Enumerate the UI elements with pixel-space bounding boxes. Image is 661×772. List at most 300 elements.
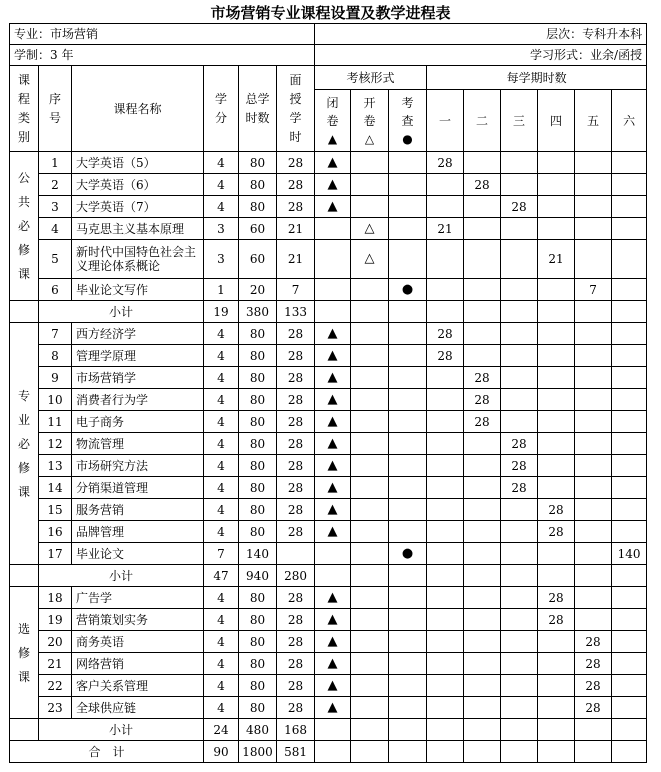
term-5-hours-cell: 28 — [575, 631, 612, 653]
term-1-hours-cell — [427, 389, 464, 411]
empty-cell — [464, 719, 501, 741]
total-hours-cell: 80 — [239, 345, 277, 367]
term-3-hours-cell — [501, 240, 538, 279]
credit-cell: 4 — [204, 174, 239, 196]
seq-cell: 21 — [39, 653, 72, 675]
course-table — [9, 23, 647, 763]
check-mark-cell — [389, 631, 427, 653]
term-6-hours-cell — [612, 675, 647, 697]
total-hours-cell: 80 — [239, 196, 277, 218]
major-cell: 专业：市场营销 — [10, 24, 315, 45]
course-name-cell: 新时代中国特色社会主义理论体系概论 — [72, 240, 204, 279]
subtotal-hours: 380 — [239, 301, 277, 323]
term-4-hours-cell — [538, 455, 575, 477]
seq-cell: 9 — [39, 367, 72, 389]
empty-cell — [575, 301, 612, 323]
table-row — [10, 345, 647, 367]
credit-cell: 4 — [204, 323, 239, 345]
total-hours-cell: 80 — [239, 411, 277, 433]
contact-hours-cell: 28 — [277, 367, 315, 389]
closed-mark-cell: ▲ — [315, 609, 351, 631]
total-hours-cell: 60 — [239, 240, 277, 279]
contact-hours-cell: 21 — [277, 218, 315, 240]
term-1-hours-cell: 28 — [427, 323, 464, 345]
course-name-cell: 大学英语（6） — [72, 174, 204, 196]
open-mark-cell — [351, 389, 389, 411]
term-1-hours-cell — [427, 653, 464, 675]
table-row — [10, 174, 647, 196]
empty-cell — [351, 719, 389, 741]
header-term-4: 四 — [538, 90, 575, 152]
table-row — [10, 631, 647, 653]
open-mark-cell — [351, 697, 389, 719]
term-2-hours-cell — [464, 631, 501, 653]
term-2-hours-cell — [464, 240, 501, 279]
term-4-hours-cell — [538, 631, 575, 653]
term-3-hours-cell: 28 — [501, 477, 538, 499]
term-1-hours-cell — [427, 543, 464, 565]
term-5-hours-cell — [575, 240, 612, 279]
seq-cell: 10 — [39, 389, 72, 411]
term-6-hours-cell — [612, 389, 647, 411]
contact-hours-cell: 28 — [277, 433, 315, 455]
credit-cell: 4 — [204, 631, 239, 653]
closed-mark-cell: ▲ — [315, 367, 351, 389]
check-mark-cell — [389, 587, 427, 609]
open-mark-cell — [351, 174, 389, 196]
term-1-hours-cell — [427, 697, 464, 719]
term-5-hours-cell — [575, 499, 612, 521]
subtotal-row — [10, 719, 647, 741]
subtotal-row — [10, 565, 647, 587]
term-6-hours-cell — [612, 587, 647, 609]
term-2-hours-cell — [464, 218, 501, 240]
header-course-name: 课程名称 — [72, 66, 204, 152]
subtotal-credit: 47 — [204, 565, 239, 587]
empty-cell — [315, 301, 351, 323]
closed-mark-cell — [315, 218, 351, 240]
term-6-hours-cell — [612, 174, 647, 196]
empty-cell — [427, 719, 464, 741]
contact-hours-cell: 28 — [277, 499, 315, 521]
table-row — [10, 433, 647, 455]
subtotal-row — [10, 301, 647, 323]
term-3-hours-cell: 28 — [501, 433, 538, 455]
term-1-hours-cell — [427, 196, 464, 218]
term-4-hours-cell — [538, 411, 575, 433]
empty-cell — [315, 565, 351, 587]
term-5-hours-cell: 7 — [575, 279, 612, 301]
table-row — [10, 279, 647, 301]
contact-hours-cell: 28 — [277, 477, 315, 499]
table-row — [10, 653, 647, 675]
term-2-hours-cell — [464, 653, 501, 675]
term-2-hours-cell — [464, 521, 501, 543]
total-hours-cell: 140 — [239, 543, 277, 565]
term-5-hours-cell — [575, 218, 612, 240]
header-category: 课程类别 — [10, 66, 39, 152]
seq-cell: 3 — [39, 196, 72, 218]
total-contact: 581 — [277, 741, 315, 763]
subtotal-blank-cell — [10, 565, 39, 587]
subtotal-label: 小计 — [39, 301, 204, 323]
subtotal-contact: 280 — [277, 565, 315, 587]
credit-cell: 4 — [204, 609, 239, 631]
empty-cell — [427, 741, 464, 763]
empty-cell — [315, 719, 351, 741]
term-1-hours-cell — [427, 174, 464, 196]
term-5-hours-cell — [575, 345, 612, 367]
header-check: 考查● — [389, 90, 427, 152]
open-mark-cell — [351, 323, 389, 345]
open-mark-cell — [351, 152, 389, 174]
term-1-hours-cell — [427, 240, 464, 279]
term-2-hours-cell — [464, 433, 501, 455]
course-name-cell: 品牌管理 — [72, 521, 204, 543]
credit-cell: 4 — [204, 152, 239, 174]
total-hours-cell: 80 — [239, 455, 277, 477]
contact-hours-cell: 28 — [277, 323, 315, 345]
closed-mark-cell: ▲ — [315, 697, 351, 719]
credit-cell: 4 — [204, 477, 239, 499]
subtotal-blank-cell — [10, 719, 39, 741]
term-4-hours-cell — [538, 675, 575, 697]
open-mark-cell — [351, 609, 389, 631]
term-5-hours-cell: 28 — [575, 675, 612, 697]
subtotal-label: 小计 — [39, 565, 204, 587]
term-4-hours-cell — [538, 323, 575, 345]
table-row — [10, 477, 647, 499]
empty-cell — [315, 741, 351, 763]
course-name-cell: 服务营销 — [72, 499, 204, 521]
seq-cell: 8 — [39, 345, 72, 367]
contact-hours-cell: 28 — [277, 345, 315, 367]
category-cell: 专业必修课 — [10, 323, 39, 565]
term-6-hours-cell — [612, 279, 647, 301]
seq-cell: 20 — [39, 631, 72, 653]
closed-mark-cell: ▲ — [315, 631, 351, 653]
header-contact-hours: 面授学时 — [277, 66, 315, 152]
term-3-hours-cell — [501, 587, 538, 609]
term-1-hours-cell — [427, 477, 464, 499]
category-cell: 选修课 — [10, 587, 39, 719]
closed-mark-cell: ▲ — [315, 499, 351, 521]
subtotal-credit: 24 — [204, 719, 239, 741]
table-row — [10, 521, 647, 543]
check-mark-cell — [389, 218, 427, 240]
term-2-hours-cell — [464, 455, 501, 477]
term-2-hours-cell — [464, 477, 501, 499]
table-row — [10, 455, 647, 477]
term-4-hours-cell: 28 — [538, 499, 575, 521]
study-form-cell: 学习形式：业余/函授 — [315, 45, 647, 66]
term-1-hours-cell — [427, 499, 464, 521]
course-name-cell: 管理学原理 — [72, 345, 204, 367]
term-3-hours-cell — [501, 631, 538, 653]
empty-cell — [501, 719, 538, 741]
table-row — [10, 218, 647, 240]
check-mark-cell — [389, 455, 427, 477]
open-mark-cell — [351, 499, 389, 521]
contact-hours-cell: 28 — [277, 174, 315, 196]
term-1-hours-cell — [427, 411, 464, 433]
term-3-hours-cell — [501, 218, 538, 240]
seq-cell: 14 — [39, 477, 72, 499]
term-5-hours-cell — [575, 367, 612, 389]
table-row — [10, 367, 647, 389]
term-5-hours-cell — [575, 455, 612, 477]
course-name-cell: 大学英语（5） — [72, 152, 204, 174]
course-name-cell: 毕业论文写作 — [72, 279, 204, 301]
term-2-hours-cell — [464, 675, 501, 697]
term-3-hours-cell — [501, 653, 538, 675]
subtotal-contact: 133 — [277, 301, 315, 323]
term-2-hours-cell — [464, 196, 501, 218]
table-row — [10, 411, 647, 433]
empty-cell — [389, 565, 427, 587]
term-4-hours-cell — [538, 653, 575, 675]
seq-cell: 18 — [39, 587, 72, 609]
contact-hours-cell: 7 — [277, 279, 315, 301]
total-hours-cell: 80 — [239, 675, 277, 697]
table-row — [10, 152, 647, 174]
header-term-1: 一 — [427, 90, 464, 152]
total-hours-cell: 80 — [239, 367, 277, 389]
empty-cell — [501, 741, 538, 763]
credit-cell: 4 — [204, 455, 239, 477]
total-hours-cell: 80 — [239, 477, 277, 499]
term-3-hours-cell: 28 — [501, 196, 538, 218]
check-mark-cell — [389, 323, 427, 345]
total-hours-cell: 80 — [239, 697, 277, 719]
term-2-hours-cell — [464, 499, 501, 521]
term-4-hours-cell — [538, 697, 575, 719]
term-5-hours-cell — [575, 587, 612, 609]
term-3-hours-cell — [501, 174, 538, 196]
seq-cell: 4 — [39, 218, 72, 240]
empty-cell — [612, 565, 647, 587]
course-name-cell: 市场研究方法 — [72, 455, 204, 477]
contact-hours-cell: 28 — [277, 411, 315, 433]
term-6-hours-cell — [612, 477, 647, 499]
term-6-hours-cell — [612, 697, 647, 719]
check-mark-cell — [389, 345, 427, 367]
term-1-hours-cell: 28 — [427, 345, 464, 367]
empty-cell — [612, 741, 647, 763]
empty-cell — [575, 719, 612, 741]
term-4-hours-cell — [538, 543, 575, 565]
seq-cell: 1 — [39, 152, 72, 174]
open-mark-cell — [351, 543, 389, 565]
term-3-hours-cell — [501, 543, 538, 565]
subtotal-label: 小计 — [39, 719, 204, 741]
empty-cell — [389, 719, 427, 741]
term-4-hours-cell — [538, 196, 575, 218]
course-name-cell: 西方经济学 — [72, 323, 204, 345]
contact-hours-cell: 28 — [277, 675, 315, 697]
course-name-cell: 物流管理 — [72, 433, 204, 455]
empty-cell — [612, 301, 647, 323]
total-hours-cell: 80 — [239, 631, 277, 653]
credit-cell: 1 — [204, 279, 239, 301]
total-hours-cell: 80 — [239, 499, 277, 521]
total-hours-cell: 80 — [239, 521, 277, 543]
empty-cell — [538, 719, 575, 741]
total-hours-cell: 80 — [239, 174, 277, 196]
header-term-6: 六 — [612, 90, 647, 152]
term-3-hours-cell — [501, 499, 538, 521]
term-6-hours-cell — [612, 367, 647, 389]
check-mark-cell — [389, 675, 427, 697]
credit-cell: 4 — [204, 697, 239, 719]
empty-cell — [501, 565, 538, 587]
course-name-cell: 网络营销 — [72, 653, 204, 675]
seq-cell: 17 — [39, 543, 72, 565]
term-3-hours-cell — [501, 675, 538, 697]
seq-cell: 16 — [39, 521, 72, 543]
closed-mark-cell: ▲ — [315, 587, 351, 609]
seq-cell: 19 — [39, 609, 72, 631]
credit-cell: 4 — [204, 389, 239, 411]
open-mark-cell: △ — [351, 240, 389, 279]
contact-hours-cell: 28 — [277, 152, 315, 174]
empty-cell — [427, 301, 464, 323]
term-5-hours-cell — [575, 543, 612, 565]
open-mark-cell — [351, 477, 389, 499]
total-hours-cell: 80 — [239, 653, 277, 675]
contact-hours-cell: 21 — [277, 240, 315, 279]
header-closed-book: 闭卷▲ — [315, 90, 351, 152]
empty-cell — [389, 301, 427, 323]
closed-mark-cell: ▲ — [315, 174, 351, 196]
subtotal-blank-cell — [10, 301, 39, 323]
header-assessment: 考核形式 — [315, 66, 427, 90]
credit-cell: 7 — [204, 543, 239, 565]
empty-cell — [464, 301, 501, 323]
closed-mark-cell: ▲ — [315, 521, 351, 543]
table-row — [10, 697, 647, 719]
closed-mark-cell: ▲ — [315, 152, 351, 174]
term-6-hours-cell — [612, 345, 647, 367]
total-row — [10, 741, 647, 763]
header-total-hours: 总学时数 — [239, 66, 277, 152]
term-4-hours-cell — [538, 174, 575, 196]
term-2-hours-cell — [464, 543, 501, 565]
term-3-hours-cell — [501, 521, 538, 543]
table-row — [10, 675, 647, 697]
open-mark-cell — [351, 411, 389, 433]
header-term-5: 五 — [575, 90, 612, 152]
table-row — [10, 389, 647, 411]
course-name-cell: 马克思主义基本原理 — [72, 218, 204, 240]
term-2-hours-cell — [464, 609, 501, 631]
term-5-hours-cell: 28 — [575, 697, 612, 719]
term-6-hours-cell — [612, 411, 647, 433]
total-hours-cell: 80 — [239, 323, 277, 345]
term-2-hours-cell — [464, 345, 501, 367]
term-2-hours-cell — [464, 323, 501, 345]
category-cell: 公共必修课 — [10, 152, 39, 301]
term-5-hours-cell — [575, 323, 612, 345]
closed-mark-cell: ▲ — [315, 477, 351, 499]
term-5-hours-cell — [575, 477, 612, 499]
check-mark-cell: ● — [389, 543, 427, 565]
empty-cell — [501, 301, 538, 323]
header-open-book: 开卷△ — [351, 90, 389, 152]
contact-hours-cell: 28 — [277, 653, 315, 675]
credit-cell: 4 — [204, 675, 239, 697]
open-mark-cell — [351, 587, 389, 609]
empty-cell — [575, 741, 612, 763]
term-1-hours-cell — [427, 587, 464, 609]
header-weekly-hours: 每学期时数 — [427, 66, 647, 90]
check-mark-cell — [389, 477, 427, 499]
empty-cell — [351, 565, 389, 587]
open-mark-cell — [351, 345, 389, 367]
term-4-hours-cell — [538, 218, 575, 240]
term-4-hours-cell: 28 — [538, 587, 575, 609]
credit-cell: 4 — [204, 411, 239, 433]
check-mark-cell: ● — [389, 279, 427, 301]
term-5-hours-cell — [575, 174, 612, 196]
total-hours-cell: 20 — [239, 279, 277, 301]
empty-cell — [351, 741, 389, 763]
term-1-hours-cell: 28 — [427, 152, 464, 174]
total-hours: 1800 — [239, 741, 277, 763]
header-term-3: 三 — [501, 90, 538, 152]
duration-cell: 学制：3 年 — [10, 45, 315, 66]
term-5-hours-cell — [575, 411, 612, 433]
total-hours-cell: 80 — [239, 433, 277, 455]
subtotal-credit: 19 — [204, 301, 239, 323]
closed-mark-cell: ▲ — [315, 653, 351, 675]
term-6-hours-cell — [612, 653, 647, 675]
contact-hours-cell: 28 — [277, 455, 315, 477]
term-5-hours-cell — [575, 196, 612, 218]
term-3-hours-cell — [501, 367, 538, 389]
course-name-cell: 市场营销学 — [72, 367, 204, 389]
empty-cell — [464, 741, 501, 763]
term-4-hours-cell — [538, 389, 575, 411]
total-label: 合 计 — [10, 741, 204, 763]
term-6-hours-cell — [612, 152, 647, 174]
contact-hours-cell: 28 — [277, 521, 315, 543]
empty-cell — [538, 565, 575, 587]
term-3-hours-cell: 28 — [501, 455, 538, 477]
term-4-hours-cell — [538, 477, 575, 499]
term-4-hours-cell — [538, 345, 575, 367]
term-6-hours-cell — [612, 455, 647, 477]
header-term-2: 二 — [464, 90, 501, 152]
credit-cell: 4 — [204, 499, 239, 521]
term-1-hours-cell — [427, 609, 464, 631]
empty-cell — [351, 301, 389, 323]
closed-mark-cell — [315, 279, 351, 301]
term-1-hours-cell — [427, 433, 464, 455]
seq-cell: 13 — [39, 455, 72, 477]
table-row — [10, 323, 647, 345]
term-6-hours-cell — [612, 433, 647, 455]
check-mark-cell — [389, 367, 427, 389]
closed-mark-cell: ▲ — [315, 455, 351, 477]
table-row — [10, 196, 647, 218]
check-mark-cell — [389, 240, 427, 279]
course-name-cell: 广告学 — [72, 587, 204, 609]
term-1-hours-cell — [427, 631, 464, 653]
contact-hours-cell: 28 — [277, 697, 315, 719]
seq-cell: 11 — [39, 411, 72, 433]
credit-cell: 4 — [204, 653, 239, 675]
